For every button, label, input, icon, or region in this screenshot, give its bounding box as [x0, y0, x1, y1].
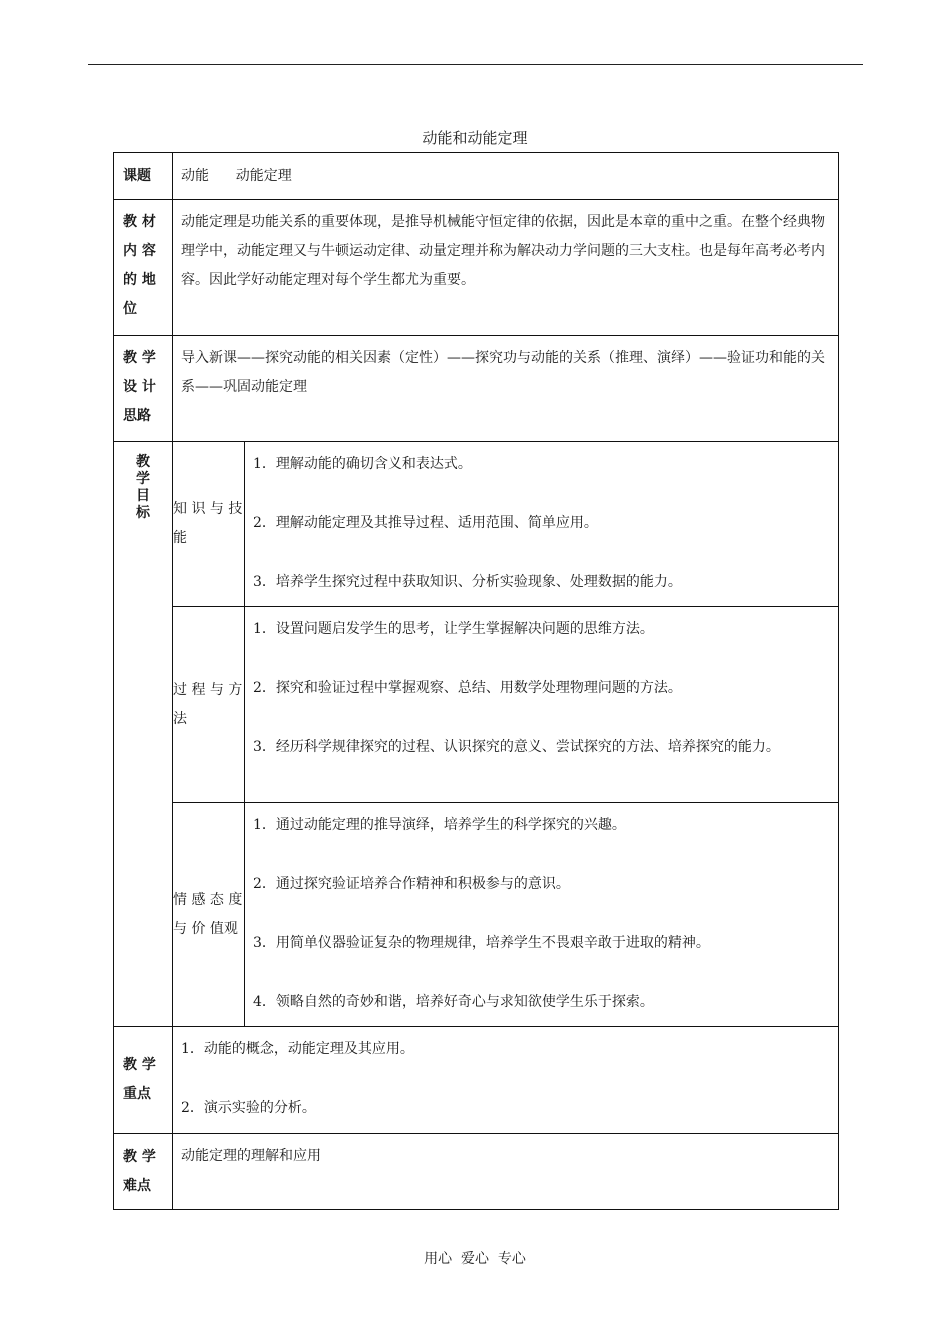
objective-attitude-row [114, 803, 839, 1027]
objective-items-cell [245, 442, 839, 607]
lesson-plan-table [113, 152, 839, 1210]
objective-items [245, 442, 838, 601]
objective-group-label-cell [173, 442, 245, 607]
objective-item: 2．通过探究验证培养合作精神和积极参与的意识。 [253, 876, 570, 892]
difficulties-label-cell [114, 1134, 173, 1210]
objective-item: 1．设置问题启发学生的思考，让学生掌握解决问题的思维方法。 [253, 621, 654, 637]
topic-row [114, 153, 839, 200]
label-line: 思路 [123, 408, 151, 424]
objective-group-label: 情 感 态 度 与 价 值观 [173, 891, 243, 937]
objective-knowledge-row [114, 442, 839, 607]
header-rule [88, 64, 863, 65]
objective-item: 2．探究和验证过程中掌握观察、总结、用数学处理物理问题的方法。 [253, 680, 682, 696]
label-line: 的 地 [123, 272, 156, 288]
key-points-label-cell [114, 1027, 173, 1134]
key-points-label [114, 1051, 172, 1109]
label-line: 教 学 [123, 1057, 156, 1073]
label-line: 教 学 [123, 1148, 156, 1165]
objective-items [245, 803, 838, 1021]
design-idea-content-cell [173, 336, 839, 442]
difficulties-label [114, 1143, 172, 1201]
topic-label: 课题 [123, 167, 151, 184]
objective-group-label: 知 识 与 技能 [173, 501, 243, 546]
label-line: 位 [123, 301, 137, 317]
difficulties-text: 动能定理的理解和应用 [181, 1148, 321, 1164]
material-status-content-cell [173, 200, 839, 336]
material-status-text: 动能定理是功能关系的重要体现，是推导机械能守恒定律的依据，因此是本章的重中之重。在整个经典物理学中，动能定理又与牛顿运动定律、动量定理并称为解决动力学问题的三大支柱。也是每年高考必考内容。因此学好动能定理对每个学生都尤为重要。 [181, 214, 825, 288]
objective-item: 3．培养学生探究过程中获取知识、分析实验现象、处理数据的能力。 [253, 574, 682, 590]
key-point-item: 1．动能的概念，动能定理及其应用。 [181, 1041, 414, 1057]
key-points-row [114, 1027, 839, 1134]
difficulties-row [114, 1134, 839, 1210]
page-footer: 用心 爱心 专心 [424, 1251, 526, 1267]
material-status-label [114, 200, 172, 330]
label-line: 教 学 [123, 350, 156, 366]
objective-group-label: 过 程 与 方法 [173, 681, 243, 727]
material-status-row [114, 200, 839, 336]
topic-label-cell [114, 153, 173, 200]
objective-items-cell [245, 607, 839, 803]
topic-value: 动能 动能定理 [181, 167, 292, 184]
objectives-label [114, 442, 172, 522]
label-char: 学 [136, 471, 150, 487]
label-line: 内 容 [123, 243, 156, 259]
design-idea-label-cell [114, 336, 173, 442]
objective-item: 3．经历科学规律探究的过程、认识探究的意义、尝试探究的方法、培养探究的能力。 [253, 739, 780, 755]
objective-item: 1．理解动能的确切含义和表达式。 [253, 456, 472, 472]
design-idea-label [114, 336, 172, 437]
key-point-item: 2．演示实验的分析。 [181, 1100, 316, 1116]
objective-items [245, 607, 838, 766]
topic-value-cell [173, 153, 839, 200]
label-line: 重点 [123, 1086, 151, 1102]
design-idea-text: 导入新课——探究动能的相关因素（定性）——探究功与动能的关系（推理、演绎）——验证功和能的关系——巩固动能定理 [181, 350, 825, 395]
label-char: 教 [136, 454, 150, 470]
document-title: 动能和动能定理 [422, 129, 528, 147]
objective-group-label-cell [173, 803, 245, 1027]
design-idea-row [114, 336, 839, 442]
label-char: 目 [136, 488, 150, 504]
difficulties-content-cell [173, 1134, 839, 1210]
objective-item: 2．理解动能定理及其推导过程、适用范围、简单应用。 [253, 515, 598, 531]
label-line: 难点 [123, 1177, 151, 1194]
objective-process-row [114, 607, 839, 803]
objectives-label-cell [114, 442, 173, 1027]
objective-items-cell [245, 803, 839, 1027]
label-line: 教 材 [123, 214, 156, 230]
objective-item: 4．领略自然的奇妙和谐，培养好奇心与求知欲使学生乐于探索。 [253, 994, 654, 1010]
key-points-items [173, 1027, 838, 1129]
material-status-label-cell [114, 200, 173, 336]
objective-item: 3．用简单仪器验证复杂的物理规律，培养学生不畏艰辛敢于进取的精神。 [253, 935, 710, 951]
label-char: 标 [136, 505, 150, 521]
objective-group-label-cell [173, 607, 245, 803]
label-line: 设 计 [123, 379, 156, 395]
objective-item: 1．通过动能定理的推导演绎，培养学生的科学探究的兴趣。 [253, 817, 626, 833]
key-points-content-cell [173, 1027, 839, 1134]
